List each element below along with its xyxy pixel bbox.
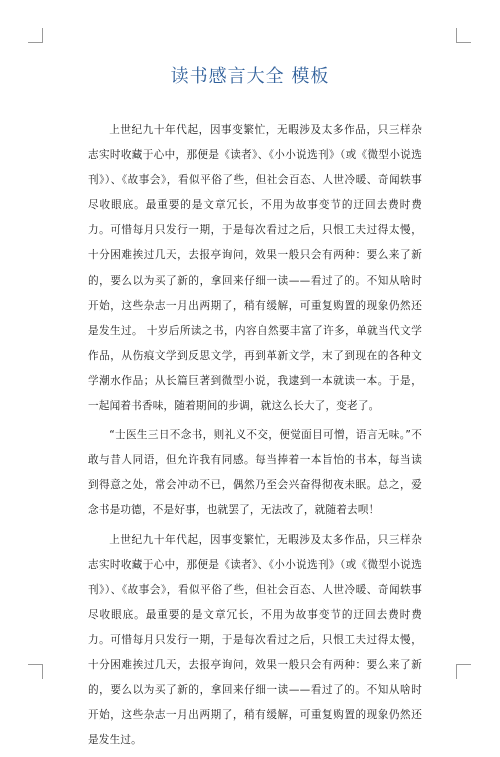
crop-mark-top-left	[28, 28, 43, 43]
crop-mark-bottom-left	[28, 664, 43, 679]
paragraph-1: 上世纪九十年代起，因事变繁忙，无暇涉及太多作品，只三样杂志实时收藏于心中，那便是《读者》、《小小说选刊》（或《微型小说选刊》）、《故事会》，看似平俗了些，但社会百态、人世冷暖、奇闻轶事尽收眼底。最重要的是文章冗长，不用为故事变节的迂回去费时费力。可惜每月只发行一期，于是每次看过之后，只恨工夫过得太慢，十分困难挨过几天，去报亭询问，效果一般只会有两种：要么来了新的，要么以为买了新的，拿回来仔细一读——看过了的。不知从啥时开始，这些杂志一月出两期了，稍有缓解，可重复购置的现象仍然还是发生过。 十岁后所读之书，内容自然要丰富了许多，单就当代文学作品，从伤痕文学到反思文学，再到革新文学，末了到现在的各种文学潮水作品；从长篇巨著到微型小说，我逮到一本就读一本。于是，一起闻着书香味，随着期间的步调，就这么长大了，变老了。	[88, 124, 422, 413]
crop-mark-bottom-right	[456, 664, 471, 679]
paragraph-3: 上世纪九十年代起，因事变繁忙，无暇涉及太多作品，只三样杂志实时收藏于心中，那便是《读者》、《小小说选刊》（或《微型小说选刊》）、《故事会》，看似平俗了些，但社会百态、人世冷暖、奇闻轶事尽收眼底。最重要的是文章冗长，不用为故事变节的迂回去费时费力。可惜每月只发行一期，于是每次看过之后，只恨工夫过得太慢，十分困难挨过几天，去报亭询问，效果一般只会有两种：要么来了新的，要么以为买了新的，拿回来仔细一读——看过了的。不知从啥时开始，这些杂志一月出两期了，稍有缓解，可重复购置的现象仍然还是发生过。	[88, 533, 422, 747]
document-body	[88, 118, 422, 757]
document-title: 读书感言大全 模板	[170, 66, 330, 87]
paragraph-2: “士医生三日不念书，则礼义不交，便觉面目可憎，语言无味。”不敢与昔人同语，但允许我有同感。每当捧着一本旨怡的书本，每当读到得意之处，常会冲动不已，偶然乃至会兴奋得彻夜未眠。总之，爱念书是功德，不是好事，也就罢了，无法改了，就随着去呗！	[88, 429, 422, 517]
crop-mark-top-right	[456, 28, 471, 43]
